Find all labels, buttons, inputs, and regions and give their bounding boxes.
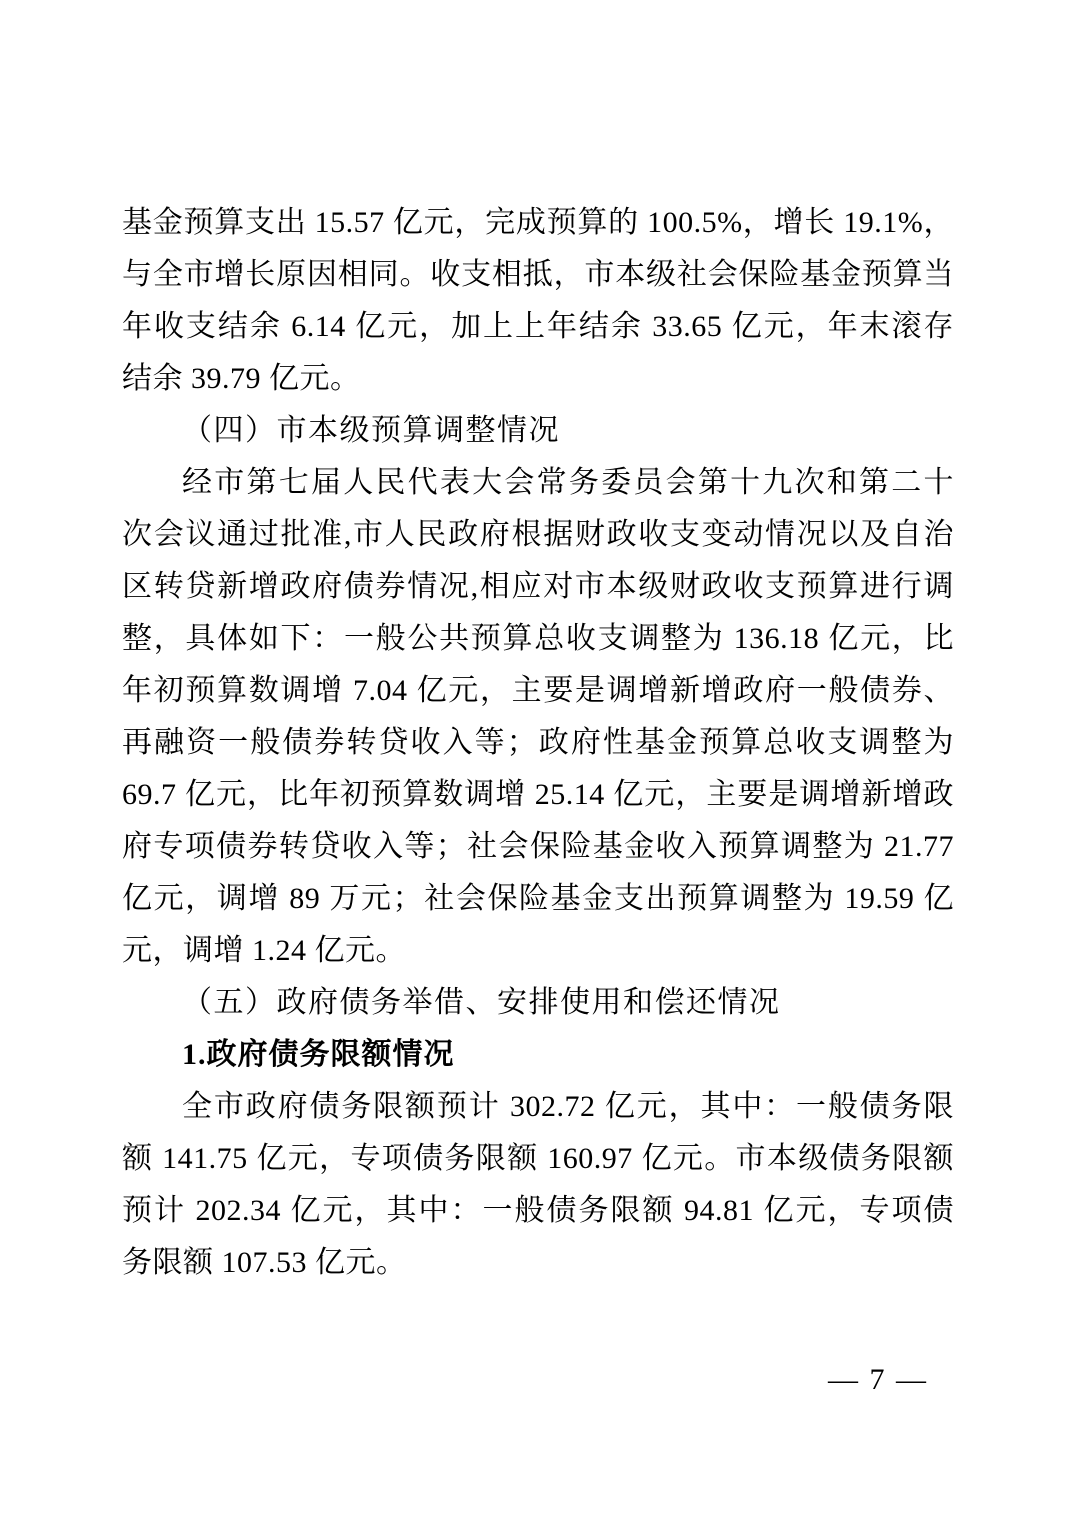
- body-line: 务限额 107.53 亿元。: [122, 1246, 407, 1279]
- body-line: 次会议通过批准,市人民政府根据财政收支变动情况以及自治: [122, 518, 954, 551]
- body-line: 元，调增 1.24 亿元。: [122, 934, 406, 967]
- body-line: 整，具体如下：一般公共预算总收支调整为 136.18 亿元，比: [122, 622, 954, 655]
- section-heading-4: （四）市本级预算调整情况: [182, 414, 560, 447]
- body-line: 预计 202.34 亿元，其中：一般债务限额 94.81 亿元，专项债: [122, 1194, 954, 1227]
- subsection-heading-1: 1.政府债务限额情况: [182, 1038, 455, 1071]
- body-line: 年收支结余 6.14 亿元，加上上年结余 33.65 亿元，年末滚存: [122, 310, 954, 343]
- body-line: 经市第七届人民代表大会常务委员会第十九次和第二十: [182, 466, 954, 499]
- body-line: 亿元，调增 89 万元；社会保险基金支出预算调整为 19.59 亿: [122, 882, 954, 915]
- body-line: 区转贷新增政府债券情况,相应对市本级财政收支预算进行调: [122, 570, 954, 603]
- body-line: 再融资一般债券转贷收入等；政府性基金预算总收支调整为: [122, 726, 954, 759]
- body-line: 结余 39.79 亿元。: [122, 362, 361, 395]
- body-line: 府专项债券转贷收入等；社会保险基金收入预算调整为 21.77: [122, 830, 954, 863]
- document-body: [122, 197, 954, 1289]
- section-heading-5: （五）政府债务举借、安排使用和偿还情况: [182, 986, 781, 1019]
- body-line: 年初预算数调增 7.04 亿元，主要是调增新增政府一般债券、: [122, 674, 954, 707]
- body-line: 全市政府债务限额预计 302.72 亿元，其中：一般债务限: [182, 1090, 954, 1123]
- page-number: — 7 —: [828, 1363, 928, 1396]
- body-line: 69.7 亿元，比年初预算数调增 25.14 亿元，主要是调增新增政: [122, 778, 954, 811]
- body-line: 与全市增长原因相同。收支相抵，市本级社会保险基金预算当: [122, 258, 954, 291]
- body-line: 额 141.75 亿元，专项债务限额 160.97 亿元。市本级债务限额: [122, 1142, 954, 1175]
- body-line: 基金预算支出 15.57 亿元，完成预算的 100.5%，增长 19.1%，: [122, 206, 954, 239]
